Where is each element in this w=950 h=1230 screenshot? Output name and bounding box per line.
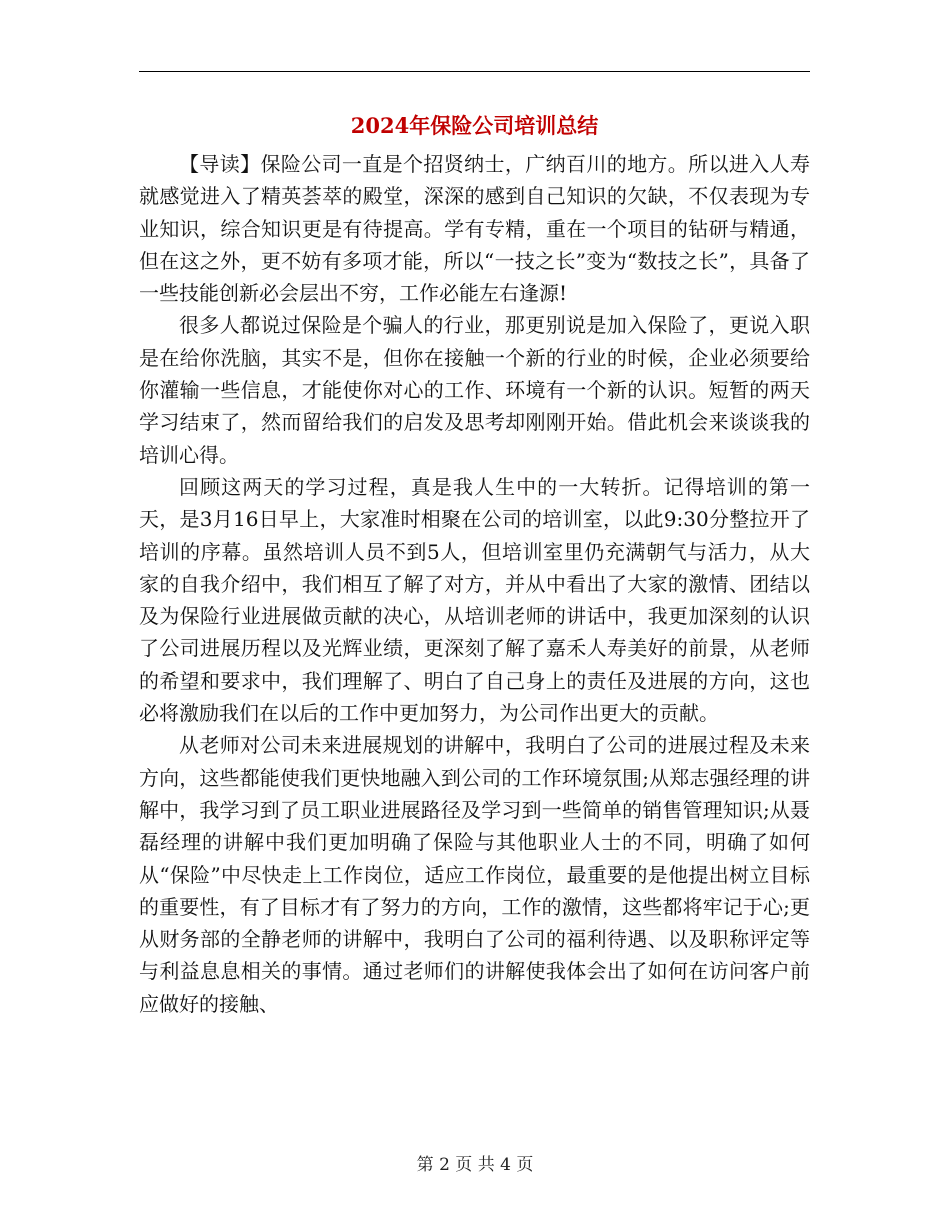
page-footer: 第 2 页 共 4 页 (416, 1155, 534, 1175)
document-body (139, 148, 810, 1020)
document-title: 2024年保险公司培训总结 (350, 113, 599, 138)
header-rule (139, 71, 810, 72)
paragraph-3: 回顾这两天的学习过程，真是我人生中的一大转折。记得培训的第一天，是3月16日早上，大家准时相聚在公司的培训室，以此9:30分整拉开了培训的序幕。虽然培训人员不到5人，但培训室里仍充满朝气与活力，从大家的自我介绍中，我们相互了解了对方，并从中看出了大家的激情、团结以及为保险行业进展做贡献的决心，从培训老师的讲话中，我更加深刻的认识了公司进展历程以及光辉业绩，更深刻了解了嘉禾人寿美好的前景，从老师的希望和要求中，我们理解了、明白了自己身上的责任及进展的方向，这也必将激励我们在以后的工作中更加努力，为公司作出更大的贡献。 (139, 474, 810, 726)
paragraph-intro: 【导读】保险公司一直是个招贤纳士，广纳百川的地方。所以进入人寿就感觉进入了精英荟萃的殿堂，深深的感到自己知识的欠缺，不仅表现为专业知识，综合知识更是有待提高。学有专精，重在一个项目的钻研与精通，但在这之外，更不妨有多项才能，所以“一技之长”变为“数技之长”，具备了一些技能创新必会层出不穷，工作必能左右逢源! (139, 152, 810, 306)
paragraph-2: 很多人都说过保险是个骗人的行业，那更别说是加入保险了，更说入职是在给你洗脑，其实不是，但你在接触一个新的行业的时候，企业必须要给你灌输一些信息，才能使你对心的工作、环境有一个新的认识。短暂的两天学习结束了，然而留给我们的启发及思考却刚刚开始。借此机会来谈谈我的培训心得。 (139, 313, 810, 467)
paragraph-4: 从老师对公司未来进展规划的讲解中，我明白了公司的进展过程及未来方向，这些都能使我们更快地融入到公司的工作环境氛围;从郑志强经理的讲解中，我学习到了员工职业进展路径及学习到一些简单的销售管理知识;从聂磊经理的讲解中我们更加明确了保险与其他职业人士的不同，明确了如何从“保险”中尽快走上工作岗位，适应工作岗位，最重要的是他提出树立目标的重要性，有了目标才有了努力的方向，工作的激情，这些都将牢记于心;更从财务部的全静老师的讲解中，我明白了公司的福利待遇、以及职称评定等与利益息息相关的事情。通过老师们的讲解使我体会出了如何在访问客户前应做好的接触、 (139, 733, 810, 1016)
